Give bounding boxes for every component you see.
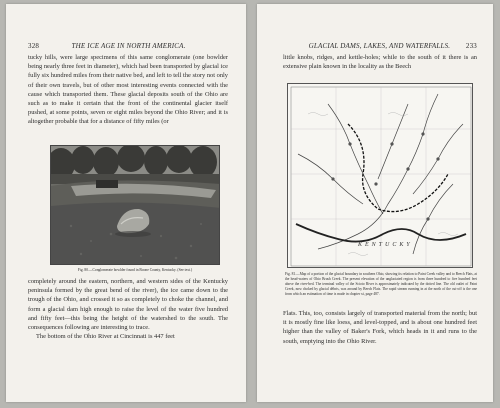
left-figure-caption: Fig. 80.—Conglomerate bowlder found in Boone County, Kentucky. (See text.) <box>77 268 193 272</box>
left-running-title: THE ICE AGE IN NORTH AMERICA. <box>71 42 186 50</box>
glacial-boundary-map <box>287 83 473 268</box>
map-label-kentucky: KENTUCKY <box>358 242 413 248</box>
right-paragraph-2: Flats. This, too, consists largely of transported material from the north; but it is mostly fine like loess, and level-topped, and is about one hundred feet higher than the valley of Baker's Fork, which heads in it and runs to the south, emptying into the Ohio River. <box>283 310 477 345</box>
left-page-number: 328 <box>28 42 40 50</box>
map-drawing <box>288 84 473 268</box>
right-page-header <box>283 42 477 50</box>
left-paragraph-1: tucky hills, were large specimens of this same conglomerate (one bowlder being nearly three feet in diameter), which had been transported by glacial ice fully six hundred miles from their native bed, and left to tell the story not only of their own travels, but of other most interesting events connected with the cause which transported them. These glacial deposits south of the Ohio are such as to make it certain that the front of the continental glacier itself pushed, at some points, seven or eight miles beyond the Ohio River; and it is altogether probable that for a distance of fifty miles (or <box>28 54 228 126</box>
right-paragraph-1: little knobs, ridges, and kettle-holes; while to the south of it there is an extensive plain known in the locality as the Beech <box>283 54 477 71</box>
left-paragraph-2: completely around the eastern, northern, and western sides of the Kentucky peninsula formed by the great bend of the river), the ice came down to the trough of the Ohio, and crossed it so as completely to choke the channel, and form a glacial dam high enough to raise the level of the water five hundred and fifty feet—this being the height of the watershed to the south. The consequences following are interesting to trace. The bottom of the Ohio River at Cincinnati is 447 feet <box>28 278 228 341</box>
right-book-page <box>257 4 493 402</box>
right-running-title: GLACIAL DAMS, LAKES, AND WATERFALLS. <box>308 42 451 50</box>
bowlder-photograph <box>50 145 220 265</box>
left-book-page <box>6 4 246 402</box>
right-figure-caption: Fig. 81.—Map of a portion of the glacial boundary in southern Ohio, showing its relation to Paint Creek valley and to Beech Flats, at the head-waters of Ohio Brush Creek. The present elevation of the unglaciated region is from three hundred to five hundred feet above the river-bed. The terminal valley of the Scioto River is approximately indicated by the dotted line. The old outlet of Paint Creek, now choked by glacial débris, was around by Beech Flats. The rapid stream running in at the north of the cut-off is the one from which an estimation of time is made in chapter xi, page 487. <box>285 272 477 296</box>
right-page-number: 233 <box>465 42 477 50</box>
bowlder-photo-image <box>51 146 220 265</box>
left-page-header <box>28 42 228 50</box>
left-paragraph-3: The bottom of the Ohio River at Cincinnati is 447 feet <box>36 333 175 341</box>
